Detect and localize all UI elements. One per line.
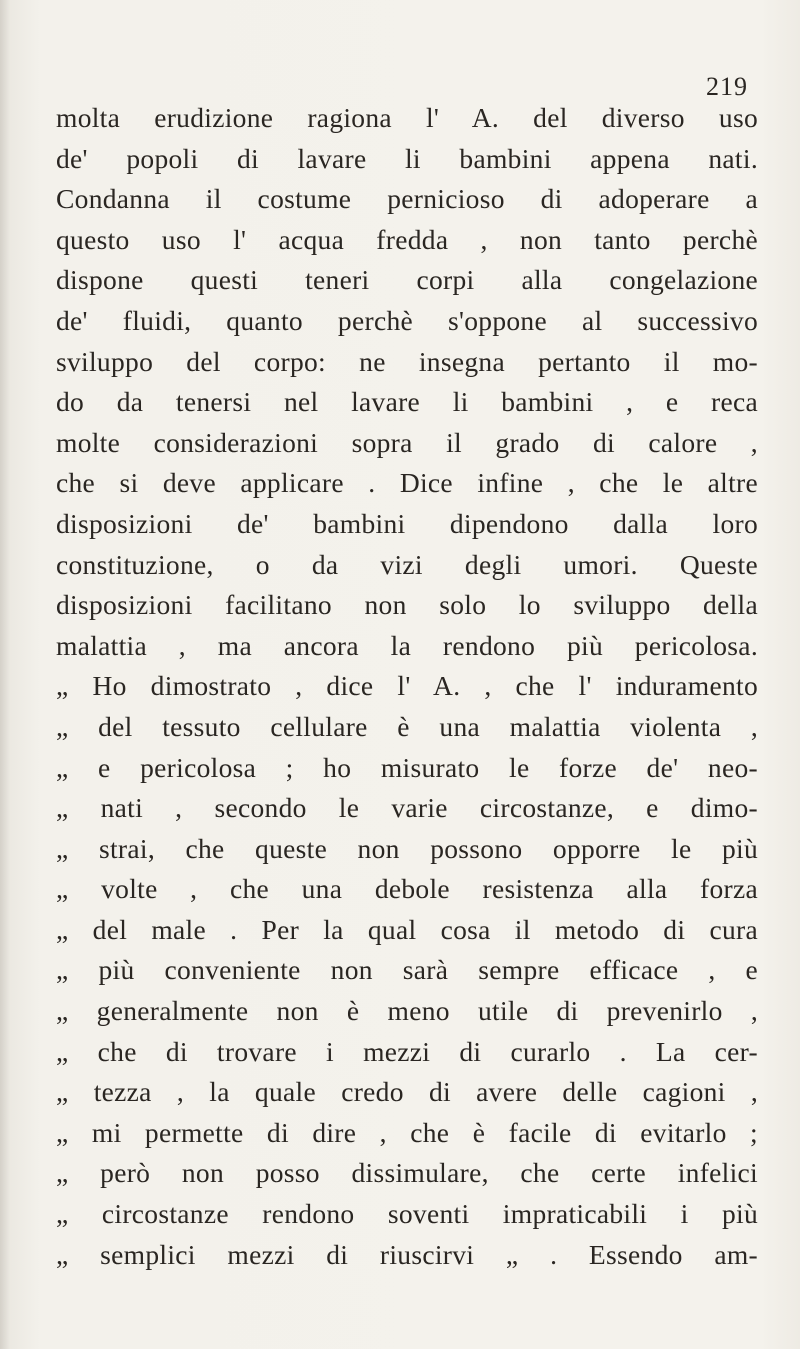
text-line: malattia , ma ancora la rendono più pericolosa. (56, 629, 758, 661)
quote-line: „ nati , secondo le varie circostanze, e dimo- (56, 792, 758, 824)
quote-line: „ Ho dimostrato , dice l' A. , che l' induramento (56, 670, 758, 702)
quote-line: „ e pericolosa ; ho misurato le forze de' neo- (56, 751, 758, 783)
quote-line: „ generalmente non è meno utile di prevenirlo , (56, 995, 758, 1027)
quote-line: „ strai, che queste non possono opporre le più (56, 832, 758, 864)
text-line: de' fluidi, quanto perchè s'oppone al successivo (56, 304, 758, 336)
binding-shadow (0, 0, 10, 1349)
text-line: disposizioni de' bambini dipendono dalla loro (56, 507, 758, 539)
page-number: 219 (706, 72, 748, 101)
quote-line: „ più conveniente non sarà sempre efficace , e (56, 954, 758, 986)
quote-line: „ tezza , la quale credo di avere delle cagioni , (56, 1076, 758, 1108)
text-line: molta erudizione ragiona l' A. del diverso uso (56, 102, 758, 133)
text-line: che si deve applicare . Dice infine , che le altre (56, 467, 758, 499)
text-line: questo uso l' acqua fredda , non tanto perchè (56, 223, 758, 255)
quote-line: „ però non posso dissimulare, che certe infelici (56, 1157, 758, 1189)
quote-line: „ circostanze rendono soventi impraticabili i più (56, 1198, 758, 1230)
quote-line: „ del tessuto cellulare è una malattia violenta , (56, 710, 758, 742)
quote-line: „ che di trovare i mezzi di curarlo . La cer- (56, 1035, 758, 1067)
quote-line: „ volte , che una debole resistenza alla forza (56, 873, 758, 905)
text-line: molte considerazioni sopra il grado di calore , (56, 426, 758, 458)
text-line: do da tenersi nel lavare li bambini , e reca (56, 386, 758, 418)
text-line: Condanna il costume pernicioso di adoperare a (56, 183, 758, 215)
quote-line: „ mi permette di dire , che è facile di evitarlo ; (56, 1116, 758, 1148)
quote-line: „ semplici mezzi di riuscirvi „ . Essendo am- (56, 1238, 758, 1270)
text-line: constituzione, o da vizi degli umori. Queste (56, 548, 758, 580)
text-line: dispone questi teneri corpi alla congelazione (56, 264, 758, 296)
text-line: sviluppo del corpo: ne insegna pertanto il mo- (56, 345, 758, 377)
quote-line: „ del male . Per la qual cosa il metodo di cura (56, 913, 758, 945)
text-line: disposizioni facilitano non solo lo sviluppo della (56, 589, 758, 621)
text-line: de' popoli di lavare li bambini appena nati. (56, 142, 758, 174)
body-text (56, 98, 758, 1275)
